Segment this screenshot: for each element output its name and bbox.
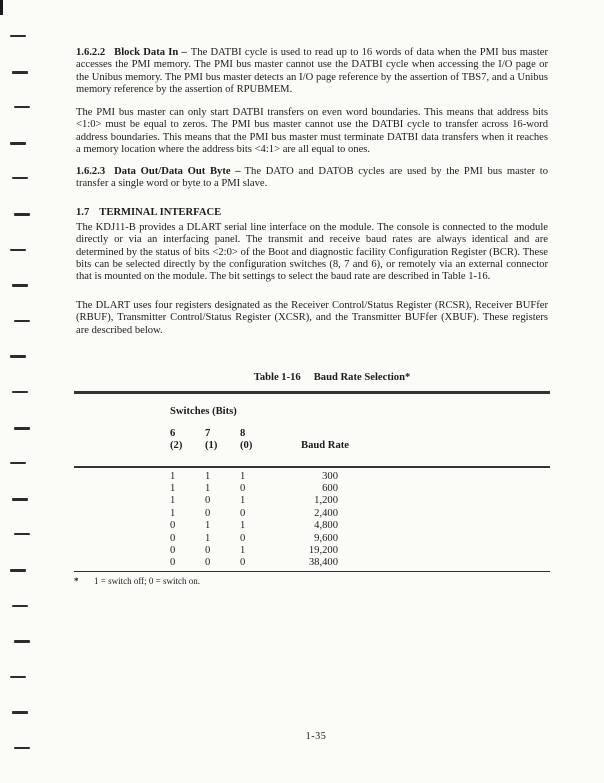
table-cell: 0 bbox=[205, 507, 211, 519]
table-cell-baud: 600 bbox=[322, 482, 338, 494]
paragraph-text: The DATO and DATOB cycles are used by the PMI bus master to transfer a single word or byte to a PMI slave. bbox=[76, 166, 548, 190]
table-number: Table 1-16 bbox=[253, 372, 301, 383]
paragraph-text: The KDJ11-B provides a DLART serial line interface on the module. The console is connected to the module directly or via an interfacing panel. The transmit and receive baud rates are always identical and are determined by the status of bits <2:0> of the Boot and diagnostic facility Configuration Register (BCR). These bits can be selected directly by the configuration switches (8, 7 and 6), or remotely via an external connector that is mounted on the module. The bit settings to select the baud rate are described in Table 1-16. bbox=[76, 222, 548, 283]
table-cell: 0 bbox=[240, 507, 246, 519]
binding-mark bbox=[14, 213, 30, 216]
table-row bbox=[74, 545, 550, 557]
table-header bbox=[74, 428, 550, 452]
binding-mark bbox=[10, 355, 26, 358]
binding-mark bbox=[10, 676, 26, 678]
table-row bbox=[74, 483, 550, 495]
column-header: (0) bbox=[240, 439, 253, 451]
section-title: Block Data In – bbox=[114, 47, 187, 58]
binding-mark bbox=[14, 427, 30, 430]
table-cell: 0 bbox=[170, 520, 176, 532]
table-row bbox=[74, 508, 550, 520]
footnote-text: 1 = switch off; 0 = switch on. bbox=[94, 576, 200, 587]
table-caption bbox=[76, 372, 548, 383]
table-cell-baud: 9,600 bbox=[314, 532, 338, 544]
table-cell: 0 bbox=[240, 532, 246, 544]
table-cell: 1 bbox=[170, 470, 176, 482]
binding-mark bbox=[12, 177, 28, 179]
binding-mark bbox=[14, 106, 30, 108]
section-number: 1.7 bbox=[76, 207, 90, 218]
paragraph-datbi-boundaries bbox=[76, 107, 548, 156]
table-cell: 0 bbox=[205, 557, 211, 569]
table-cell-baud: 19,200 bbox=[308, 544, 338, 556]
table-cell: 1 bbox=[240, 495, 246, 507]
section-number: 1.6.2.3 bbox=[76, 166, 106, 177]
table-cell: 1 bbox=[205, 482, 211, 494]
table-header-rule bbox=[74, 466, 550, 468]
table-body bbox=[74, 471, 550, 570]
table-cell: 0 bbox=[170, 532, 176, 544]
table-cell: 0 bbox=[240, 557, 246, 569]
table-cell: 1 bbox=[240, 470, 246, 482]
table-cell-baud: 300 bbox=[322, 470, 338, 482]
baud-rate-table bbox=[74, 391, 550, 587]
table-header-row bbox=[74, 440, 550, 452]
section-title: TERMINAL INTERFACE bbox=[99, 207, 222, 218]
table-row bbox=[74, 557, 550, 569]
paragraph-data-out bbox=[76, 166, 548, 191]
table-row bbox=[74, 495, 550, 507]
column-header: 8 bbox=[240, 427, 246, 439]
binding-mark bbox=[14, 320, 30, 322]
table-bottom-rule bbox=[74, 571, 550, 573]
table-group-header: Switches (Bits) bbox=[170, 405, 237, 417]
binding-mark bbox=[14, 747, 30, 749]
binding-mark bbox=[10, 142, 26, 145]
paragraph-text: The DLART uses four registers designated as the Receiver Control/Status Register (RCSR), Receiver BUFfer (RBUF), Transmitter Control/Status Register (XCSR), and the Transmitter BUFfer (XBUF). These registers are described below. bbox=[76, 300, 548, 336]
binding-mark bbox=[12, 498, 28, 501]
section-number: 1.6.2.2 bbox=[76, 47, 106, 58]
table-cell-baud: 4,800 bbox=[314, 520, 338, 532]
table-cell: 1 bbox=[205, 520, 211, 532]
column-header: (1) bbox=[205, 439, 218, 451]
column-header: 7 bbox=[205, 427, 211, 439]
table-cell-baud: 38,400 bbox=[308, 557, 338, 569]
table-cell-baud: 2,400 bbox=[314, 507, 338, 519]
table-header-row bbox=[74, 428, 550, 440]
table-cell-baud: 1,200 bbox=[314, 495, 338, 507]
page-number: 1-35 bbox=[305, 731, 327, 742]
binding-mark bbox=[12, 71, 28, 74]
table-top-rule bbox=[74, 391, 550, 394]
binding-mark bbox=[10, 35, 26, 37]
section-terminal-interface bbox=[76, 206, 548, 283]
table-cell: 0 bbox=[205, 495, 211, 507]
paragraph-block-data-in bbox=[76, 47, 548, 96]
column-header-baud-rate: Baud Rate bbox=[301, 439, 349, 451]
section-title: Data Out/Data Out Byte – bbox=[114, 166, 241, 177]
column-header: (2) bbox=[170, 439, 183, 451]
table-cell: 1 bbox=[240, 520, 246, 532]
binding-mark bbox=[12, 605, 28, 607]
footnote-marker: * bbox=[74, 576, 79, 587]
table-cell: 1 bbox=[240, 544, 246, 556]
binding-mark bbox=[12, 711, 28, 714]
table-cell: 1 bbox=[205, 470, 211, 482]
table-row bbox=[74, 471, 550, 483]
binding-mark bbox=[10, 249, 26, 251]
binding-mark bbox=[10, 569, 26, 572]
table-row bbox=[74, 520, 550, 532]
binding-marks bbox=[0, 0, 40, 783]
table-cell: 1 bbox=[170, 495, 176, 507]
paragraph-text: The DATBI cycle is used to read up to 16 words of data when the PMI bus master accesses the PMI memory. The PMI bus master cannot use the DATBI cycle when accessing the I/O page or the Unibus memory. The PMI bus master detects an I/O page reference by the assertion of TBS7, and a Unibus memory reference by the assertion of RPUBMEM. bbox=[76, 47, 548, 95]
binding-mark bbox=[10, 462, 26, 464]
table-cell: 0 bbox=[240, 482, 246, 494]
paragraph-dlart-registers bbox=[76, 300, 548, 337]
column-header: 6 bbox=[170, 427, 176, 439]
table-cell: 1 bbox=[205, 532, 211, 544]
binding-mark bbox=[12, 284, 28, 287]
table-row bbox=[74, 533, 550, 545]
binding-mark bbox=[12, 391, 28, 393]
table-cell: 0 bbox=[205, 544, 211, 556]
binding-mark bbox=[14, 640, 30, 643]
table-cell: 0 bbox=[170, 544, 176, 556]
table-cell: 1 bbox=[170, 507, 176, 519]
table-title-text: Baud Rate Selection* bbox=[313, 372, 411, 383]
section-heading bbox=[76, 206, 548, 219]
table-cell: 0 bbox=[170, 557, 176, 569]
table-cell: 1 bbox=[170, 482, 176, 494]
binding-mark bbox=[14, 533, 30, 535]
column-header bbox=[275, 428, 350, 440]
table-footnote bbox=[74, 576, 550, 587]
paragraph-text: The PMI bus master can only start DATBI transfers on even word boundaries. This means that address bits <1:0> must be equal to zeros. The PMI bus master cannot use the DATBI cycle to transfer across 16-word address boundaries. This means that the PMI bus master must terminate DATBI data transfers when it reaches a memory location where the address bits <4:1> are all equal to ones. bbox=[76, 107, 548, 155]
